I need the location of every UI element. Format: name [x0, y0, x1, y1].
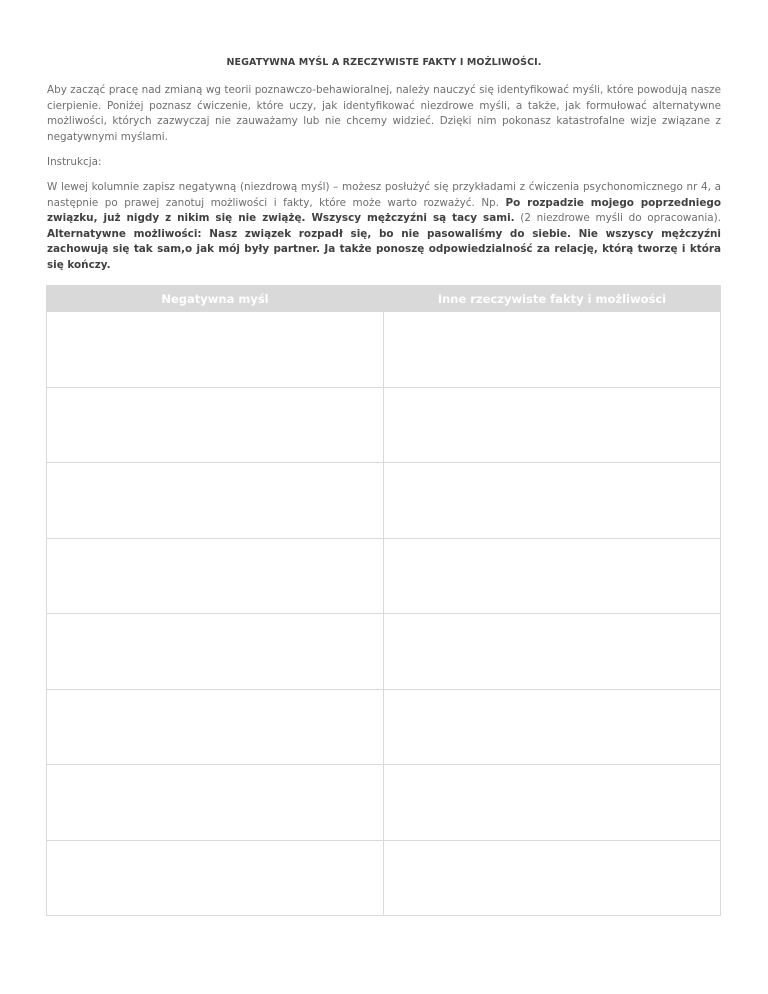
- table-row: [47, 387, 721, 463]
- facts-cell[interactable]: [384, 614, 721, 690]
- header-negative-thought: Negatywna myśl: [47, 286, 384, 312]
- thoughts-table-wrapper: [46, 285, 721, 916]
- negative-thought-cell[interactable]: [47, 689, 384, 765]
- facts-cell[interactable]: [384, 765, 721, 841]
- facts-cell[interactable]: [384, 387, 721, 463]
- facts-cell[interactable]: [384, 840, 721, 916]
- table-row: [47, 538, 721, 614]
- table-row: [47, 312, 721, 388]
- intro-paragraph: Aby zacząć pracę nad zmianą wg teorii poznawczo-behawioralnej, należy nauczyć się identyfikować myśli, które powodują nasze cierpienie. Poniżej poznasz ćwiczenie, które uczy, jak identyfikować niezdrowe myśli, a także, jak formułować alternatywne możliwości, których zazwyczaj nie zauważamy lub nie chcemy widzieć. Dzięki nim pokonasz katastrofalne wizje związane z negatywnymi myślami.: [47, 84, 721, 143]
- negative-thought-cell[interactable]: [47, 463, 384, 539]
- example-alternatives: Alternatywne możliwości: Nasz związek rozpadł się, bo nie pasowaliśmy do siebie. Nie wszyscy mężczyźni zachowują się tak sam,o jak mój były partner. Ja także ponoszę odpowiedzialność za relację, którą tworzę i która się kończy.: [47, 227, 721, 271]
- instructions-text-1: W lewej kolumnie zapisz negatywną (niezdrową myśl) – możesz posłużyć się przykładami z ćwiczenia psychonomicznego nr 4, a następnie po prawej zanotuj możliwości i fakty, które może warto rozważyć. Np.: [47, 181, 721, 209]
- thoughts-table: [46, 285, 721, 916]
- instructions-paragraph: [47, 180, 721, 274]
- document-title: NEGATYWNA MYŚL A RZECZYWISTE FAKTY I MOŻLIWOŚCI.: [226, 57, 542, 68]
- table-header-row: [47, 286, 721, 312]
- instructions-text-2: (2 niezdrowe myśli do opracowania).: [514, 212, 721, 225]
- negative-thought-cell[interactable]: [47, 538, 384, 614]
- header-facts-and-possibilities: Inne rzeczywiste fakty i możliwości: [384, 286, 721, 312]
- facts-cell[interactable]: [384, 689, 721, 765]
- table-row: [47, 840, 721, 916]
- instructions-label: Instrukcja:: [47, 156, 102, 168]
- negative-thought-cell[interactable]: [47, 840, 384, 916]
- negative-thought-cell[interactable]: [47, 614, 384, 690]
- table-row: [47, 614, 721, 690]
- example-negative-thought: Po rozpadzie mojego poprzedniego związku, już nigdy z nikim się nie zwiążę. Wszyscy mężczyźni są tacy sami.: [47, 196, 721, 225]
- facts-cell[interactable]: [384, 312, 721, 388]
- table-row: [47, 689, 721, 765]
- table-row: [47, 765, 721, 841]
- table-row: [47, 463, 721, 539]
- negative-thought-cell[interactable]: [47, 765, 384, 841]
- negative-thought-cell[interactable]: [47, 387, 384, 463]
- negative-thought-cell[interactable]: [47, 312, 384, 388]
- facts-cell[interactable]: [384, 463, 721, 539]
- facts-cell[interactable]: [384, 538, 721, 614]
